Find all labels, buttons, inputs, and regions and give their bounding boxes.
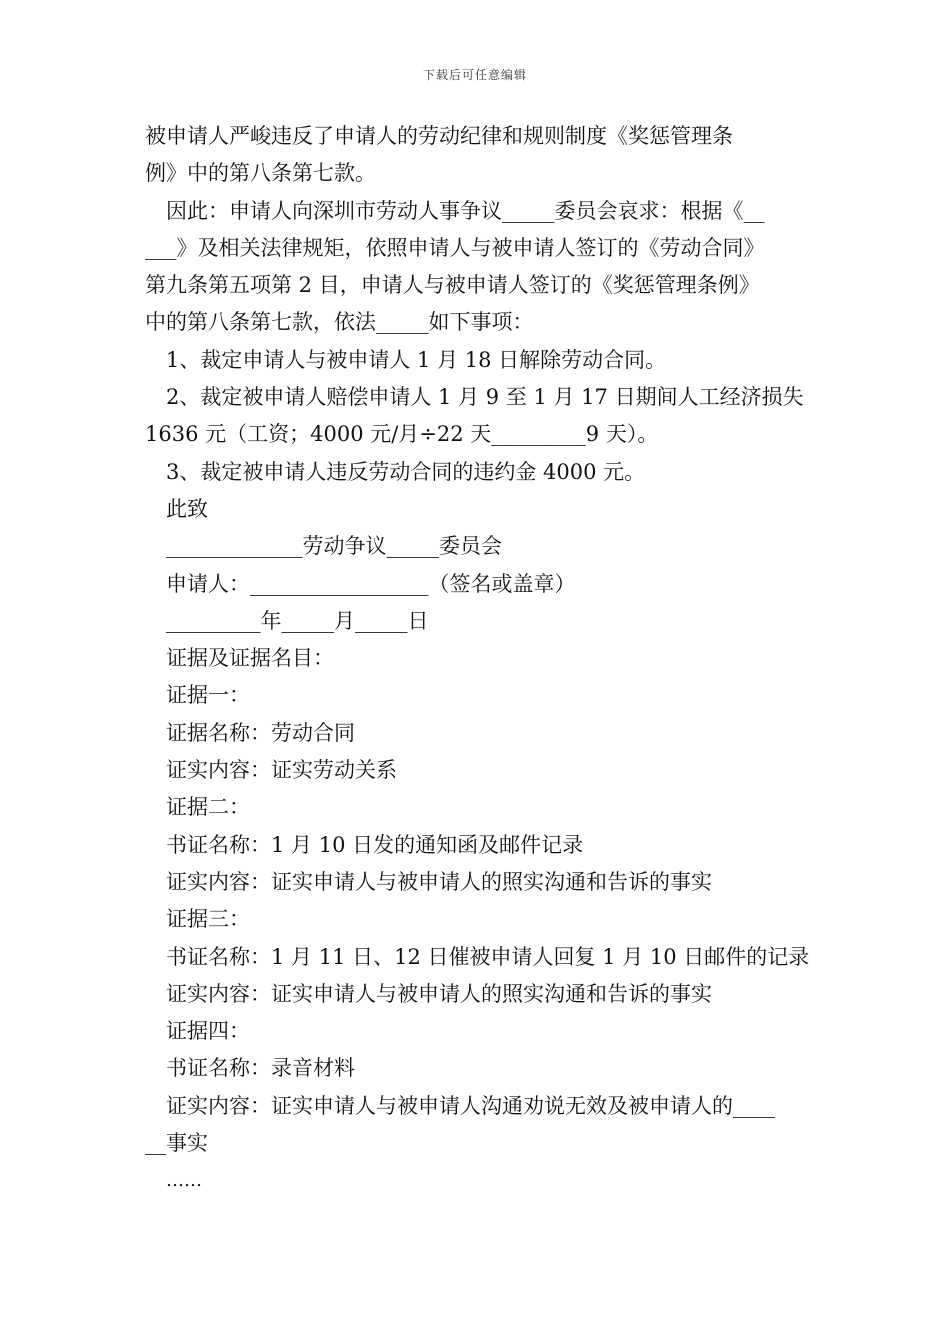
date-line: _________年_____月_____日 [166, 608, 429, 633]
evidence-content: 证实内容：证实申请人与被申请人的照实沟通和告诉的事实 [166, 869, 712, 894]
request-item: 1、裁定申请人与被申请人 1 月 18 日解除劳动合同。 [166, 347, 667, 372]
evidence-heading: 证据及证据名目： [166, 646, 334, 671]
paragraph-line: 因此：申请人向深圳市劳动人事争议_____委员会哀求：根据《__ [166, 198, 765, 223]
paragraph-line: ___》及相关法律规矩，依照申请人与被申请人签订的《劳动合同》 [145, 235, 765, 260]
paragraph-line: 例》中的第八条第七款。 [145, 161, 376, 186]
request-item-continued: 1636 元（工资；4000 元/月÷22 天_________9 天）。 [145, 422, 659, 447]
page-header: 下载后可任意编辑 [422, 68, 527, 82]
applicant-signature-line: 申请人：_________________（签名或盖章） [166, 571, 576, 596]
evidence-content: 证实内容：证实申请人与被申请人沟通劝说无效及被申请人的____ [166, 1093, 775, 1118]
evidence-name: 书证名称：1 月 11 日、12 日催被申请人回复 1 月 10 日邮件的记录 [166, 944, 810, 969]
evidence-content: 证实内容：证实劳动关系 [166, 758, 397, 783]
request-item: 2、裁定被申请人赔偿申请人 1 月 9 至 1 月 17 日期间人工经济损失 [166, 385, 804, 410]
evidence-title: 证据二： [166, 795, 250, 820]
evidence-content: 证实内容：证实申请人与被申请人的照实沟通和告诉的事实 [166, 981, 712, 1006]
paragraph-line: 被申请人严峻违反了申请人的劳动纪律和规则制度《奖惩管理条 [145, 124, 733, 148]
evidence-name: 书证名称：录音材料 [166, 1056, 355, 1081]
evidence-title: 证据四： [166, 1019, 250, 1044]
ellipsis: …… [166, 1170, 202, 1192]
evidence-name: 证据名称：劳动合同 [166, 720, 355, 745]
salutation: 此致 [166, 496, 208, 521]
evidence-content-continued: __事实 [145, 1131, 208, 1156]
evidence-name: 书证名称：1 月 10 日发的通知函及邮件记录 [166, 832, 584, 857]
evidence-title: 证据三： [166, 907, 250, 932]
document-body [145, 118, 810, 1200]
evidence-title: 证据一： [166, 683, 250, 708]
paragraph-line: 第九条第五项第 2 目，申请人与被申请人签订的《奖惩管理条例》 [145, 273, 760, 298]
paragraph-line: 中的第八条第七款，依法_____如下事项： [145, 310, 534, 335]
recipient-line: _____________劳动争议_____委员会 [166, 534, 502, 559]
request-item: 3、裁定被申请人违反劳动合同的违约金 4000 元。 [166, 459, 646, 484]
